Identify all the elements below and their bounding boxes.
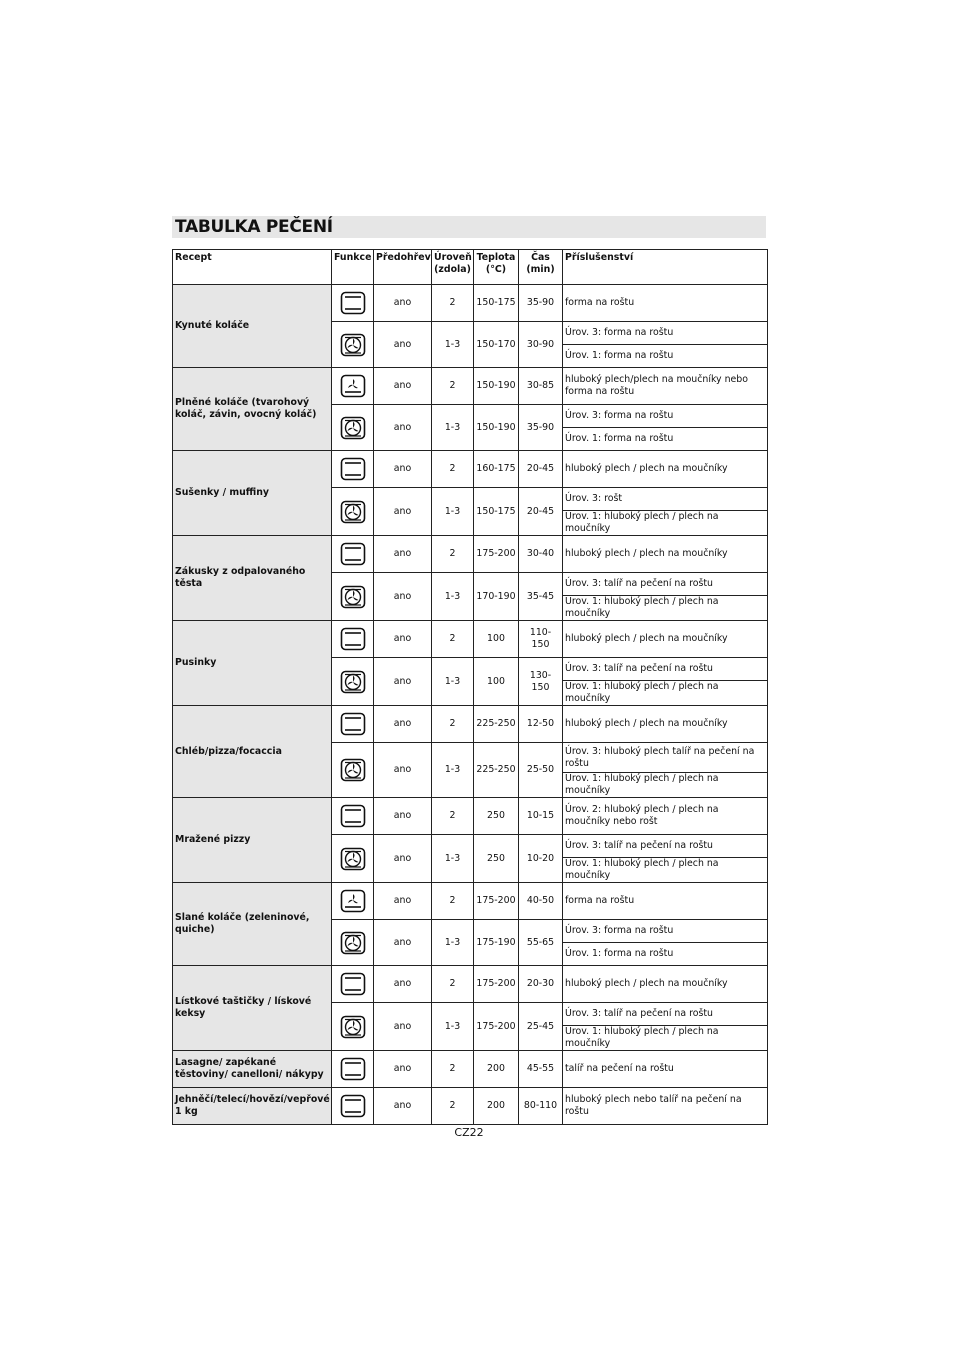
temperature-cell: 150-190 (474, 368, 519, 405)
header-level-line2: (zdola) (434, 264, 471, 275)
header-accessories: Příslušenství (563, 250, 768, 285)
recipe-name: Zákusky z odpalovaného těsta (173, 536, 332, 621)
recipe-name: Lasagne/ zapékané těstoviny/ canelloni/ nákypy (173, 1051, 332, 1088)
header-temperature-line2: (°C) (485, 264, 507, 275)
conventional-icon (340, 804, 366, 828)
time-cell: 20-45 (519, 451, 563, 488)
function-cell (332, 1003, 374, 1051)
temperature-cell: 150-170 (474, 322, 519, 368)
level-cell: 2 (432, 883, 474, 920)
convection-fan-icon (340, 670, 366, 694)
preheat-cell: ano (374, 285, 432, 322)
temperature-cell: 200 (474, 1051, 519, 1088)
level-cell: 1-3 (432, 322, 474, 368)
conventional-icon (340, 291, 366, 315)
accessories-cell: Úrov. 3: talíř na pečení na roštu (563, 658, 768, 681)
level-cell: 1-3 (432, 920, 474, 966)
preheat-cell: ano (374, 322, 432, 368)
fan-bottom-heat-icon (340, 889, 366, 913)
preheat-cell: ano (374, 835, 432, 883)
preheat-cell: ano (374, 1051, 432, 1088)
table-row (173, 706, 768, 743)
temperature-cell: 150-190 (474, 405, 519, 451)
table-row (173, 1088, 768, 1125)
header-preheat: Předohřev (374, 250, 432, 285)
level-cell: 1-3 (432, 835, 474, 883)
preheat-cell: ano (374, 405, 432, 451)
accessories-cell: Úrov. 3: talíř na pečení na roštu (563, 835, 768, 858)
function-cell (332, 1051, 374, 1088)
time-cell: 40-50 (519, 883, 563, 920)
convection-fan-icon (340, 758, 366, 782)
accessories-cell: Úrov. 1: hluboký plech / plech na moučníky (563, 596, 768, 621)
temperature-cell: 100 (474, 621, 519, 658)
recipe-name: Lístkové taštičky / lískové keksy (173, 966, 332, 1051)
conventional-icon (340, 1057, 366, 1081)
temperature-cell: 175-190 (474, 920, 519, 966)
time-cell: 45-55 (519, 1051, 563, 1088)
recipe-name: Sušenky / muffiny (173, 451, 332, 536)
temperature-cell: 200 (474, 1088, 519, 1125)
function-cell (332, 621, 374, 658)
level-cell: 1-3 (432, 743, 474, 798)
function-cell (332, 285, 374, 322)
accessories-cell: Úrov. 3: forma na roštu (563, 322, 768, 345)
header-temperature (474, 250, 519, 285)
header-level-line1: Úroveň (434, 252, 472, 263)
accessories-cell: Úrov. 1: hluboký plech / plech na moučníky (563, 681, 768, 706)
preheat-cell: ano (374, 658, 432, 706)
conventional-icon (340, 457, 366, 481)
preheat-cell: ano (374, 966, 432, 1003)
title-bar (172, 216, 766, 238)
header-time (519, 250, 563, 285)
accessories-cell: Úrov. 3: forma na roštu (563, 405, 768, 428)
header-time-line2: (min) (526, 264, 555, 275)
temperature-cell: 175-200 (474, 966, 519, 1003)
function-cell (332, 743, 374, 798)
preheat-cell: ano (374, 1088, 432, 1125)
level-cell: 1-3 (432, 573, 474, 621)
conventional-icon (340, 627, 366, 651)
recipe-name: Mražené pizzy (173, 798, 332, 883)
convection-fan-icon (340, 416, 366, 440)
time-cell: 130-150 (519, 658, 563, 706)
recipe-name: Pusinky (173, 621, 332, 706)
preheat-cell: ano (374, 451, 432, 488)
recipe-name: Plněné koláče (tvarohový koláč, závin, ovocný koláč) (173, 368, 332, 451)
level-cell: 2 (432, 1051, 474, 1088)
level-cell: 1-3 (432, 658, 474, 706)
level-cell: 2 (432, 706, 474, 743)
header-temperature-line1: Teplota (476, 252, 516, 263)
accessories-cell: Úrov. 3: hluboký plech talíř na pečení na roštu (563, 743, 768, 773)
accessories-cell: Úrov. 1: forma na roštu (563, 943, 768, 966)
temperature-cell: 150-175 (474, 285, 519, 322)
level-cell: 1-3 (432, 488, 474, 536)
temperature-cell: 175-200 (474, 883, 519, 920)
preheat-cell: ano (374, 743, 432, 798)
accessories-cell: Úrov. 3: forma na roštu (563, 920, 768, 943)
level-cell: 2 (432, 1088, 474, 1125)
function-cell (332, 322, 374, 368)
preheat-cell: ano (374, 536, 432, 573)
time-cell: 55-65 (519, 920, 563, 966)
time-cell: 35-45 (519, 573, 563, 621)
accessories-cell: Úrov. 1: hluboký plech / plech na moučníky (563, 511, 768, 536)
accessories-cell: hluboký plech nebo talíř na pečení na roštu (563, 1088, 768, 1125)
function-cell (332, 920, 374, 966)
time-cell: 25-50 (519, 743, 563, 798)
header-level (432, 250, 474, 285)
function-cell (332, 1088, 374, 1125)
table-row (173, 368, 768, 405)
convection-fan-icon (340, 500, 366, 524)
convection-fan-icon (340, 931, 366, 955)
table-row (173, 798, 768, 835)
header-recipe: Recept (173, 250, 332, 285)
temperature-cell: 175-200 (474, 1003, 519, 1051)
function-cell (332, 368, 374, 405)
conventional-icon (340, 972, 366, 996)
time-cell: 10-15 (519, 798, 563, 835)
accessories-cell: hluboký plech/plech na moučníky nebo forma na roštu (563, 368, 768, 405)
accessories-cell: talíř na pečení na roštu (563, 1051, 768, 1088)
accessories-cell: Úrov. 1: forma na roštu (563, 428, 768, 451)
temperature-cell: 170-190 (474, 573, 519, 621)
accessories-cell: hluboký plech / plech na moučníky (563, 451, 768, 488)
function-cell (332, 883, 374, 920)
convection-fan-icon (340, 1015, 366, 1039)
recipe-name: Kynuté koláče (173, 285, 332, 368)
accessories-cell: forma na roštu (563, 883, 768, 920)
accessories-cell: hluboký plech / plech na moučníky (563, 536, 768, 573)
temperature-cell: 225-250 (474, 706, 519, 743)
recipe-name: Slané koláče (zeleninové, quiche) (173, 883, 332, 966)
convection-fan-icon (340, 333, 366, 357)
level-cell: 2 (432, 536, 474, 573)
level-cell: 1-3 (432, 1003, 474, 1051)
preheat-cell: ano (374, 706, 432, 743)
time-cell: 35-90 (519, 285, 563, 322)
temperature-cell: 175-200 (474, 536, 519, 573)
accessories-cell: Úrov. 1: hluboký plech / plech na moučníky (563, 773, 768, 798)
recipe-name: Jehněčí/telecí/hovězí/vepřové 1 kg (173, 1088, 332, 1125)
preheat-cell: ano (374, 368, 432, 405)
convection-fan-icon (340, 847, 366, 871)
table-row (173, 536, 768, 573)
temperature-cell: 150-175 (474, 488, 519, 536)
function-cell (332, 658, 374, 706)
time-cell: 12-50 (519, 706, 563, 743)
level-cell: 2 (432, 451, 474, 488)
temperature-cell: 250 (474, 798, 519, 835)
fan-bottom-heat-icon (340, 374, 366, 398)
accessories-cell: hluboký plech / plech na moučníky (563, 621, 768, 658)
header-time-line1: Čas (531, 252, 550, 263)
temperature-cell: 160-175 (474, 451, 519, 488)
level-cell: 1-3 (432, 405, 474, 451)
time-cell: 110-150 (519, 621, 563, 658)
function-cell (332, 405, 374, 451)
time-cell: 30-90 (519, 322, 563, 368)
function-cell (332, 488, 374, 536)
function-cell (332, 966, 374, 1003)
conventional-icon (340, 712, 366, 736)
table-row (173, 966, 768, 1003)
level-cell: 2 (432, 966, 474, 1003)
conventional-icon (340, 542, 366, 566)
header-row (173, 250, 768, 285)
level-cell: 2 (432, 798, 474, 835)
page-title: TABULKA PEČENÍ (175, 217, 333, 237)
function-cell (332, 573, 374, 621)
preheat-cell: ano (374, 573, 432, 621)
accessories-cell: hluboký plech / plech na moučníky (563, 966, 768, 1003)
accessories-cell: forma na roštu (563, 285, 768, 322)
time-cell: 20-45 (519, 488, 563, 536)
function-cell (332, 451, 374, 488)
accessories-cell: Úrov. 2: hluboký plech / plech na moučníky nebo rošt (563, 798, 768, 835)
baking-table (172, 249, 768, 1125)
accessories-cell: Úrov. 3: talíř na pečení na roštu (563, 1003, 768, 1026)
preheat-cell: ano (374, 621, 432, 658)
conventional-icon (340, 1094, 366, 1118)
table-row (173, 1051, 768, 1088)
time-cell: 10-20 (519, 835, 563, 883)
accessories-cell: Úrov. 3: talíř na pečení na roštu (563, 573, 768, 596)
function-cell (332, 536, 374, 573)
accessories-cell: Úrov. 1: forma na roštu (563, 345, 768, 368)
time-cell: 80-110 (519, 1088, 563, 1125)
level-cell: 2 (432, 368, 474, 405)
header-function: Funkce (332, 250, 374, 285)
accessories-cell: Úrov. 1: hluboký plech / plech na moučníky (563, 1026, 768, 1051)
accessories-cell: Úrov. 3: rošt (563, 488, 768, 511)
preheat-cell: ano (374, 920, 432, 966)
temperature-cell: 250 (474, 835, 519, 883)
function-cell (332, 706, 374, 743)
page-number: CZ22 (454, 1126, 484, 1139)
temperature-cell: 100 (474, 658, 519, 706)
preheat-cell: ano (374, 883, 432, 920)
convection-fan-icon (340, 585, 366, 609)
level-cell: 2 (432, 621, 474, 658)
time-cell: 30-85 (519, 368, 563, 405)
time-cell: 35-90 (519, 405, 563, 451)
table-row (173, 883, 768, 920)
preheat-cell: ano (374, 488, 432, 536)
preheat-cell: ano (374, 798, 432, 835)
table-row (173, 451, 768, 488)
function-cell (332, 835, 374, 883)
time-cell: 30-40 (519, 536, 563, 573)
table-row (173, 285, 768, 322)
function-cell (332, 798, 374, 835)
preheat-cell: ano (374, 1003, 432, 1051)
accessories-cell: hluboký plech / plech na moučníky (563, 706, 768, 743)
table-row (173, 621, 768, 658)
level-cell: 2 (432, 285, 474, 322)
recipe-name: Chléb/pizza/focaccia (173, 706, 332, 798)
time-cell: 20-30 (519, 966, 563, 1003)
accessories-cell: Úrov. 1: hluboký plech / plech na moučníky (563, 858, 768, 883)
time-cell: 25-45 (519, 1003, 563, 1051)
temperature-cell: 225-250 (474, 743, 519, 798)
